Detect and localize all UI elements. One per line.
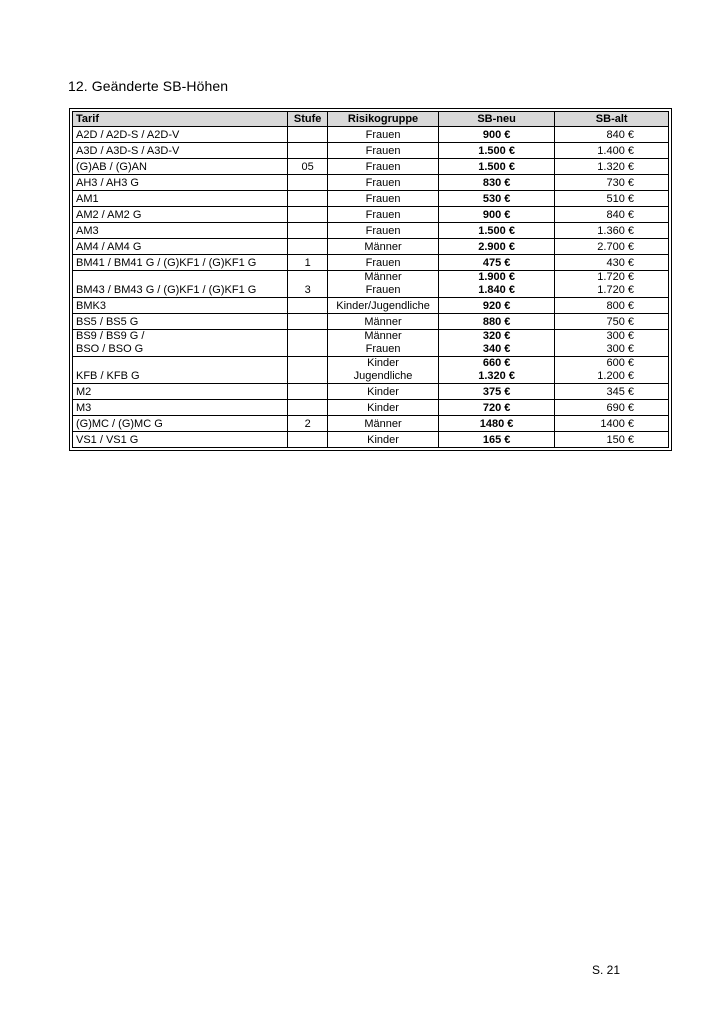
table-row bbox=[73, 255, 669, 271]
cell-sb-neu bbox=[438, 384, 555, 400]
cell-sb-alt bbox=[555, 298, 669, 314]
table-body bbox=[73, 127, 669, 448]
cell-sb-neu bbox=[438, 357, 555, 384]
cell-stufe: 1 bbox=[288, 255, 328, 271]
cell-tarif-line: VS1 / VS1 G bbox=[76, 434, 139, 446]
cell-sb-alt bbox=[555, 384, 669, 400]
page-number: S. 21 bbox=[592, 963, 621, 977]
cell-tarif bbox=[73, 357, 288, 384]
cell-tarif bbox=[73, 384, 288, 400]
cell-risikogruppe-line: Frauen bbox=[365, 284, 401, 296]
cell-tarif-line: A3D / A3D-S / A3D-V bbox=[76, 145, 180, 157]
table-row bbox=[73, 298, 669, 314]
cell-tarif-line: (G)AB / (G)AN bbox=[76, 161, 147, 173]
cell-tarif-line: BS5 / BS5 G bbox=[76, 316, 139, 328]
cell-tarif-line: BM41 / BM41 G / (G)KF1 / (G)KF1 G bbox=[76, 257, 257, 269]
cell-sb-alt-line: 730 € bbox=[606, 177, 634, 189]
cell-tarif-line bbox=[76, 271, 284, 284]
cell-sb-neu bbox=[438, 314, 555, 330]
cell-risikogruppe bbox=[328, 191, 439, 207]
cell-stufe bbox=[288, 191, 328, 207]
cell-sb-alt-line: 2.700 € bbox=[597, 241, 634, 253]
cell-risikogruppe bbox=[328, 357, 439, 384]
cell-sb-alt bbox=[555, 255, 669, 271]
cell-sb-neu bbox=[438, 175, 555, 191]
cell-risikogruppe bbox=[328, 159, 439, 175]
cell-risikogruppe bbox=[328, 127, 439, 143]
cell-sb-neu-line: 660 € bbox=[482, 357, 511, 369]
cell-tarif bbox=[73, 159, 288, 175]
cell-tarif bbox=[73, 416, 288, 432]
table-row bbox=[73, 330, 669, 357]
cell-stufe bbox=[288, 298, 328, 314]
cell-risikogruppe-line: Kinder/Jugendliche bbox=[336, 300, 430, 312]
sb-table-frame bbox=[69, 108, 672, 451]
cell-sb-alt bbox=[555, 239, 669, 255]
cell-sb-neu-line: 1.500 € bbox=[478, 161, 515, 173]
cell-sb-neu-line: 920 € bbox=[482, 300, 511, 312]
cell-tarif-line: AM4 / AM4 G bbox=[76, 241, 142, 253]
cell-tarif-line: BSO / BSO G bbox=[76, 343, 144, 355]
cell-stufe bbox=[288, 432, 328, 448]
cell-sb-neu bbox=[438, 143, 555, 159]
cell-stufe bbox=[288, 223, 328, 239]
cell-sb-alt bbox=[555, 159, 669, 175]
header-sb-neu: SB-neu bbox=[438, 112, 555, 127]
cell-sb-neu-line: 475 € bbox=[482, 257, 511, 269]
cell-stufe: 05 bbox=[288, 159, 328, 175]
cell-tarif bbox=[73, 330, 288, 357]
cell-stufe bbox=[288, 143, 328, 159]
cell-stufe bbox=[288, 357, 328, 384]
cell-sb-neu-line: 1.500 € bbox=[478, 145, 515, 157]
cell-sb-alt-line: 300 € bbox=[606, 343, 634, 355]
cell-sb-neu-line: 1480 € bbox=[479, 418, 514, 430]
cell-risikogruppe bbox=[328, 298, 439, 314]
cell-sb-alt-line: 300 € bbox=[606, 330, 634, 342]
table-row bbox=[73, 191, 669, 207]
cell-tarif-line: BM43 / BM43 G / (G)KF1 / (G)KF1 G bbox=[76, 284, 257, 296]
cell-tarif-line: AM3 bbox=[76, 225, 99, 237]
cell-tarif bbox=[73, 127, 288, 143]
cell-risikogruppe bbox=[328, 330, 439, 357]
cell-tarif-line bbox=[76, 357, 284, 370]
table-row bbox=[73, 143, 669, 159]
cell-sb-neu-line: 1.900 € bbox=[478, 271, 515, 283]
cell-stufe bbox=[288, 239, 328, 255]
cell-risikogruppe-line: Männer bbox=[364, 330, 402, 342]
cell-risikogruppe bbox=[328, 384, 439, 400]
cell-sb-neu bbox=[438, 330, 555, 357]
table-row bbox=[73, 223, 669, 239]
table-row bbox=[73, 159, 669, 175]
cell-sb-neu bbox=[438, 239, 555, 255]
cell-stufe bbox=[288, 127, 328, 143]
cell-risikogruppe-line: Frauen bbox=[365, 225, 401, 237]
cell-risikogruppe-line: Jugendliche bbox=[353, 370, 413, 382]
cell-sb-neu-line: 1.320 € bbox=[478, 370, 515, 382]
cell-sb-neu bbox=[438, 159, 555, 175]
cell-sb-neu-line: 1.500 € bbox=[478, 225, 515, 237]
cell-risikogruppe bbox=[328, 223, 439, 239]
cell-sb-alt bbox=[555, 143, 669, 159]
sb-table bbox=[72, 111, 669, 448]
cell-tarif bbox=[73, 143, 288, 159]
table-row bbox=[73, 416, 669, 432]
cell-sb-neu-line: 320 € bbox=[482, 330, 511, 342]
cell-sb-alt bbox=[555, 207, 669, 223]
cell-sb-neu-line: 375 € bbox=[482, 386, 511, 398]
header-risikogruppe: Risikogruppe bbox=[328, 112, 439, 127]
cell-sb-neu bbox=[438, 223, 555, 239]
cell-tarif bbox=[73, 191, 288, 207]
cell-risikogruppe-line: Frauen bbox=[365, 129, 401, 141]
table-row bbox=[73, 400, 669, 416]
cell-risikogruppe-line: Kinder bbox=[367, 402, 399, 414]
cell-sb-alt-line: 840 € bbox=[606, 129, 634, 141]
cell-sb-alt-line: 430 € bbox=[606, 257, 634, 269]
cell-sb-neu-line: 900 € bbox=[482, 209, 511, 221]
header-stufe: Stufe bbox=[288, 112, 328, 127]
cell-sb-alt-line: 600 € bbox=[606, 357, 634, 369]
cell-sb-alt bbox=[555, 416, 669, 432]
cell-sb-alt-line: 800 € bbox=[606, 300, 634, 312]
cell-sb-alt-line: 150 € bbox=[606, 434, 634, 446]
table-row bbox=[73, 239, 669, 255]
cell-tarif bbox=[73, 239, 288, 255]
cell-sb-neu bbox=[438, 298, 555, 314]
cell-sb-neu bbox=[438, 127, 555, 143]
cell-risikogruppe bbox=[328, 314, 439, 330]
cell-tarif-line: AM1 bbox=[76, 193, 99, 205]
cell-stufe bbox=[288, 330, 328, 357]
cell-tarif bbox=[73, 223, 288, 239]
cell-tarif bbox=[73, 271, 288, 298]
cell-risikogruppe bbox=[328, 207, 439, 223]
cell-tarif-line: KFB / KFB G bbox=[76, 370, 140, 382]
cell-tarif-line: BMK3 bbox=[76, 300, 106, 312]
cell-sb-neu-line: 530 € bbox=[482, 193, 511, 205]
cell-risikogruppe-line: Männer bbox=[364, 241, 402, 253]
cell-stufe bbox=[288, 207, 328, 223]
cell-risikogruppe bbox=[328, 255, 439, 271]
table-row bbox=[73, 384, 669, 400]
cell-stufe bbox=[288, 175, 328, 191]
cell-sb-alt bbox=[555, 271, 669, 298]
cell-stufe bbox=[288, 400, 328, 416]
table-row bbox=[73, 271, 669, 298]
cell-risikogruppe-line: Frauen bbox=[365, 257, 401, 269]
header-tarif: Tarif bbox=[73, 112, 288, 127]
cell-tarif-line: M2 bbox=[76, 386, 92, 398]
cell-sb-alt bbox=[555, 191, 669, 207]
table-row bbox=[73, 175, 669, 191]
cell-risikogruppe-line: Frauen bbox=[365, 177, 401, 189]
cell-tarif bbox=[73, 400, 288, 416]
cell-stufe bbox=[288, 314, 328, 330]
cell-sb-alt-line: 510 € bbox=[606, 193, 634, 205]
cell-risikogruppe-line: Frauen bbox=[365, 193, 401, 205]
cell-risikogruppe bbox=[328, 400, 439, 416]
cell-sb-alt bbox=[555, 330, 669, 357]
cell-sb-alt-line: 840 € bbox=[606, 209, 634, 221]
cell-tarif-line: M3 bbox=[76, 402, 92, 414]
cell-sb-neu bbox=[438, 207, 555, 223]
cell-sb-alt-line: 1400 € bbox=[600, 418, 634, 430]
table-row bbox=[73, 432, 669, 448]
cell-stufe bbox=[288, 384, 328, 400]
cell-risikogruppe bbox=[328, 175, 439, 191]
cell-sb-alt bbox=[555, 314, 669, 330]
cell-sb-neu-line: 340 € bbox=[482, 343, 511, 355]
table-row bbox=[73, 207, 669, 223]
cell-tarif bbox=[73, 298, 288, 314]
header-sb-alt: SB-alt bbox=[555, 112, 669, 127]
cell-risikogruppe bbox=[328, 271, 439, 298]
cell-tarif-line: A2D / A2D-S / A2D-V bbox=[76, 129, 180, 141]
table-header-row bbox=[73, 112, 669, 127]
cell-sb-alt bbox=[555, 432, 669, 448]
cell-risikogruppe-line: Frauen bbox=[365, 145, 401, 157]
cell-sb-alt bbox=[555, 127, 669, 143]
cell-sb-alt-line: 1.720 € bbox=[597, 271, 634, 283]
cell-risikogruppe bbox=[328, 416, 439, 432]
cell-tarif-line: BS9 / BS9 G / bbox=[76, 330, 145, 342]
cell-sb-alt-line: 1.400 € bbox=[597, 145, 634, 157]
cell-sb-neu-line: 720 € bbox=[482, 402, 511, 414]
cell-stufe: 2 bbox=[288, 416, 328, 432]
cell-tarif bbox=[73, 207, 288, 223]
cell-sb-neu bbox=[438, 271, 555, 298]
cell-risikogruppe-line: Frauen bbox=[365, 161, 401, 173]
cell-sb-neu-line: 165 € bbox=[482, 434, 511, 446]
cell-tarif bbox=[73, 432, 288, 448]
cell-tarif-line: AH3 / AH3 G bbox=[76, 177, 139, 189]
cell-sb-neu-line: 2.900 € bbox=[478, 241, 515, 253]
cell-risikogruppe-line: Kinder bbox=[367, 386, 399, 398]
cell-sb-alt-line: 1.320 € bbox=[597, 161, 634, 173]
cell-sb-neu bbox=[438, 255, 555, 271]
cell-sb-neu-line: 1.840 € bbox=[478, 284, 515, 296]
cell-risikogruppe bbox=[328, 143, 439, 159]
section-heading: 12. Geänderte SB-Höhen bbox=[68, 78, 229, 94]
cell-sb-alt-line: 690 € bbox=[606, 402, 634, 414]
table-row bbox=[73, 127, 669, 143]
cell-sb-alt-line: 1.360 € bbox=[597, 225, 634, 237]
cell-sb-neu bbox=[438, 416, 555, 432]
cell-risikogruppe-line: Frauen bbox=[365, 209, 401, 221]
cell-tarif bbox=[73, 175, 288, 191]
cell-tarif bbox=[73, 314, 288, 330]
cell-tarif bbox=[73, 255, 288, 271]
cell-risikogruppe-line: Kinder bbox=[367, 357, 399, 369]
cell-sb-alt-line: 1.200 € bbox=[597, 370, 634, 382]
cell-risikogruppe bbox=[328, 432, 439, 448]
cell-sb-alt-line: 1.720 € bbox=[597, 284, 634, 296]
cell-sb-neu bbox=[438, 191, 555, 207]
cell-sb-alt bbox=[555, 357, 669, 384]
cell-tarif-line: (G)MC / (G)MC G bbox=[76, 418, 163, 430]
cell-sb-alt bbox=[555, 175, 669, 191]
table-row bbox=[73, 357, 669, 384]
cell-sb-alt-line: 750 € bbox=[606, 316, 634, 328]
cell-sb-alt bbox=[555, 400, 669, 416]
cell-risikogruppe-line: Frauen bbox=[365, 343, 401, 355]
cell-tarif-line: AM2 / AM2 G bbox=[76, 209, 142, 221]
cell-sb-neu bbox=[438, 432, 555, 448]
table-row bbox=[73, 314, 669, 330]
cell-risikogruppe bbox=[328, 239, 439, 255]
cell-risikogruppe-line: Kinder bbox=[367, 434, 399, 446]
cell-sb-neu-line: 900 € bbox=[482, 129, 511, 141]
cell-sb-neu bbox=[438, 400, 555, 416]
cell-sb-neu-line: 830 € bbox=[482, 177, 511, 189]
cell-risikogruppe-line: Männer bbox=[364, 271, 402, 283]
cell-sb-alt bbox=[555, 223, 669, 239]
cell-risikogruppe-line: Männer bbox=[364, 418, 402, 430]
cell-stufe: 3 bbox=[288, 271, 328, 298]
cell-sb-neu-line: 880 € bbox=[482, 316, 511, 328]
cell-risikogruppe-line: Männer bbox=[364, 316, 402, 328]
cell-sb-alt-line: 345 € bbox=[606, 386, 634, 398]
